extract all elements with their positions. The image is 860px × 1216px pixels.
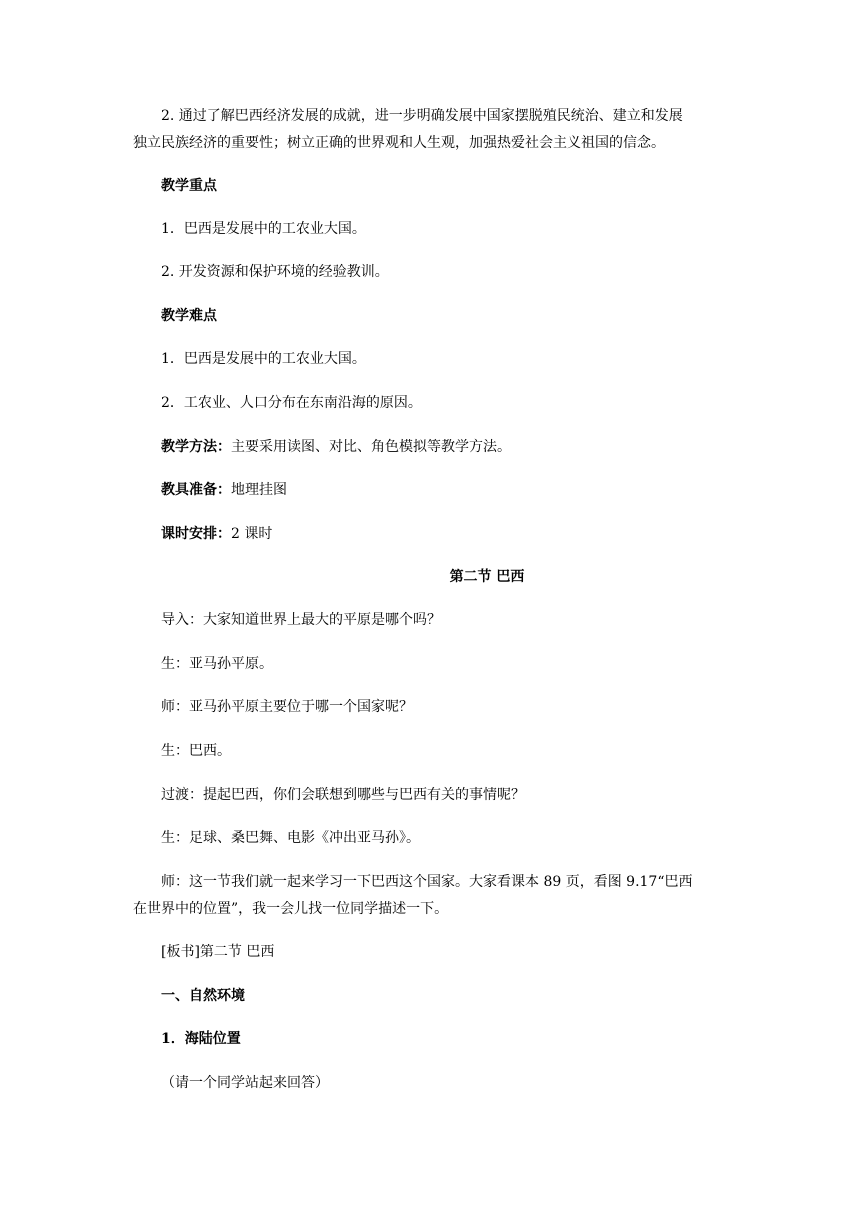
schedule-text: 2 课时: [231, 526, 273, 542]
dialogue-line-1: 导入：大家知道世界上最大的平原是哪个吗？: [161, 612, 441, 628]
heading-natural-environment: 一、自然环境: [161, 988, 245, 1004]
method-label: 教学方法：: [161, 439, 231, 455]
dialogue-line-6: 生：足球、桑巴舞、电影《冲出亚马孙》。: [161, 830, 420, 846]
instruction-note: （请一个同学站起来回答）: [161, 1075, 329, 1091]
dialogue-line-2: 生：亚马孙平原。: [161, 656, 273, 672]
key-points-heading: 教学重点: [161, 178, 217, 194]
method-text: 主要采用读图、对比、角色模拟等教学方法。: [231, 439, 511, 455]
dialogue-line-5: 过渡：提起巴西，你们会联想到哪些与巴西有关的事情呢？: [161, 787, 525, 803]
key-point-item-1: 1．巴西是发展中的工农业大国。: [161, 221, 366, 237]
tools-text: 地理挂图: [231, 482, 287, 498]
teacher-para-line-2: 在世界中的位置”，我一会儿找一位同学描述一下。: [133, 901, 449, 917]
dialogue-line-3: 师：亚马孙平原主要位于哪一个国家呢？: [161, 699, 413, 715]
teacher-para-line-1: 师：这一节我们就一起来学习一下巴西这个国家。大家看课本 89 页，看图 9.17“巴西: [161, 874, 693, 890]
difficulty-item-1: 1．巴西是发展中的工农业大国。: [161, 351, 366, 367]
goal-line-2: 独立民族经济的重要性；树立正确的世界观和人生观，加强热爱社会主义祖国的信念。: [133, 135, 665, 151]
schedule-line: [161, 524, 272, 544]
dialogue-line-4: 生：巴西。: [161, 743, 231, 759]
difficulty-item-2: 2．工农业、人口分布在东南沿海的原因。: [161, 395, 422, 411]
section-title: 第二节 巴西: [449, 569, 525, 585]
heading-sea-land-position: 1．海陆位置: [161, 1031, 241, 1047]
schedule-label: 课时安排：: [161, 526, 231, 542]
difficulties-heading: 教学难点: [161, 308, 217, 324]
tools-line: [161, 480, 287, 500]
board-note: [板书]第二节 巴西: [161, 944, 275, 960]
tools-label: 教具准备：: [161, 482, 231, 498]
goal-line-1: 2. 通过了解巴西经济发展的成就，进一步明确发展中国家摆脱殖民统治、建立和发展: [161, 108, 683, 124]
method-line: [161, 437, 511, 457]
key-point-item-2: 2. 开发资源和保护环境的经验教训。: [161, 264, 389, 280]
